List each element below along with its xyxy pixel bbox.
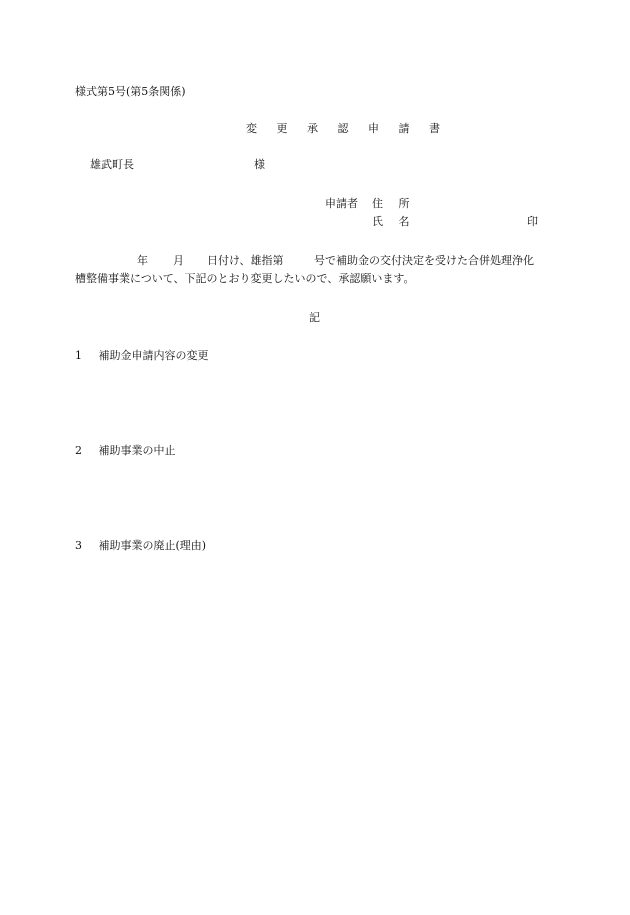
list-item [75,349,209,363]
body-year: 年 [137,254,148,267]
body-text-line-1: 号で補助金の交付決定を受けた合併処理浄化 [314,254,534,267]
document-title: 変 更 承 認 申 請 書 [246,122,448,135]
seal-mark: 印 [527,215,538,228]
list-item [75,444,176,458]
item-label: 補助金申請内容の変更 [98,349,209,362]
item-number: 3 [75,539,82,552]
applicant-address-label: 住 所 [372,197,416,210]
addressee-honorific: 様 [254,158,265,171]
addressee-name: 雄武町長 [90,158,134,171]
ki-heading: 記 [309,311,320,324]
applicant-name-label: 氏 名 [372,215,416,228]
item-number: 1 [75,349,82,362]
body-day-text: 日付け、雄指第 [207,254,284,267]
item-number: 2 [75,444,82,457]
form-number-label: 様式第5号(第5条関係) [75,85,186,98]
list-item [75,539,206,553]
body-month: 月 [173,254,184,267]
body-text-line-2: 槽整備事業について、下記のとおり変更したいので、承認願います。 [75,272,415,285]
item-label: 補助事業の中止 [98,444,176,457]
item-label: 補助事業の廃止(理由) [98,539,207,552]
applicant-label: 申請者 [325,197,358,210]
